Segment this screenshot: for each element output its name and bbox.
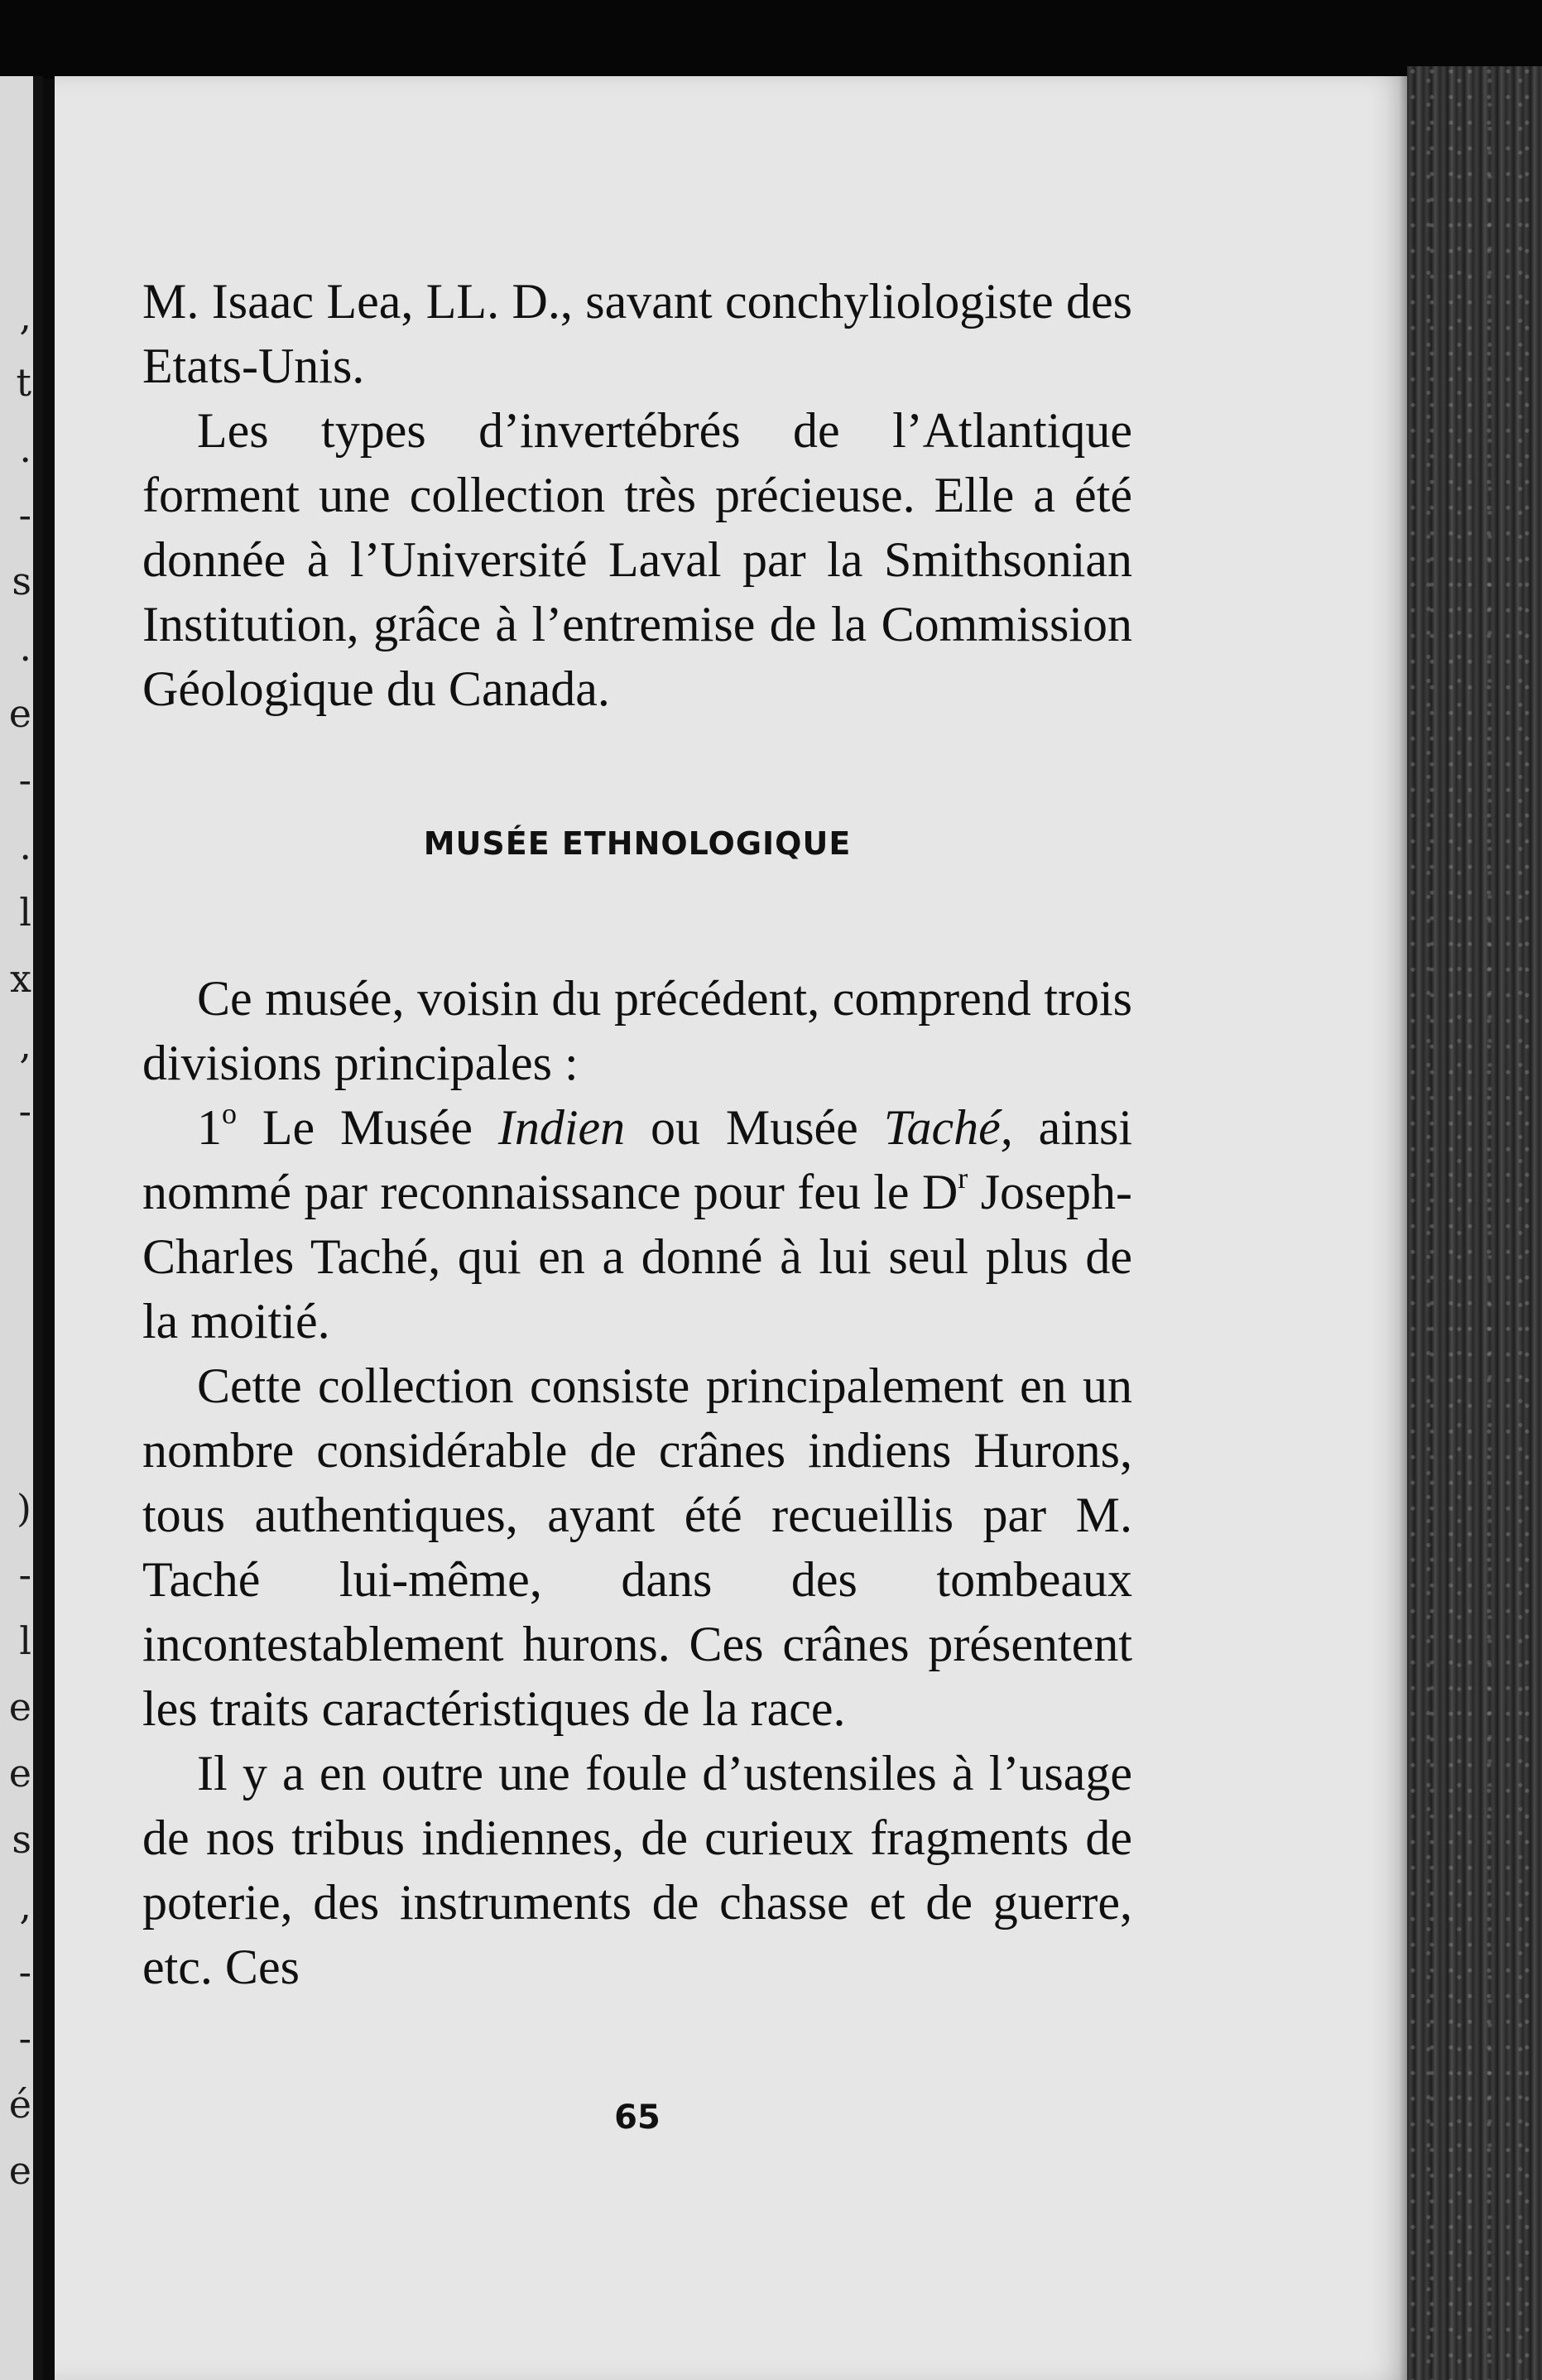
previous-page-glyph: - <box>18 2016 31 2060</box>
previous-page-glyph: e <box>8 691 31 736</box>
ordinal-mark: o <box>222 1096 237 1130</box>
division-one-paragraph <box>142 1095 1132 1353</box>
previous-page-glyph: . <box>19 625 31 670</box>
previous-page-glyph: - <box>18 1089 31 1133</box>
page-number: 65 <box>614 2099 661 2137</box>
previous-page-glyph <box>0 1343 33 1409</box>
previous-page-glyph: l <box>19 890 31 935</box>
previous-page-glyph: - <box>18 1950 31 1994</box>
types-paragraph: Les types d’invertébrés de l’Atlantique forment une collection très précieuse. Elle a été donnée à l’Université Laval par la Smithsonian Institution, grâce à l’entremise de la Commission Géologique du Canada. <box>142 403 1132 716</box>
division-text-c: ainsi nommé par reconnaissance pour feu le D <box>142 1100 1132 1219</box>
previous-page-glyph: ) <box>17 1486 31 1531</box>
previous-page-glyph: e <box>8 2148 31 2193</box>
previous-page-glyph <box>0 1210 33 1277</box>
collection-paragraph: Cette collection consiste principalement en un nombre considérable de crânes indiens Hurons, tous authentiques, ayant été recueillis par M. Taché lui-même, dans des tombeaux incontestablement hurons. Ces crânes présentent les traits caractéristiques de la race. <box>142 1358 1132 1736</box>
previous-page-line-ends <box>0 283 33 2204</box>
previous-page-glyph: t <box>16 360 31 405</box>
previous-page-glyph: x <box>10 956 31 1001</box>
division-number: 1 <box>197 1100 222 1155</box>
previous-page-glyph: l <box>19 1618 31 1663</box>
previous-page-glyph: é <box>8 2082 31 2127</box>
division-text-d: Joseph-Charles Taché, qui en a donné à lui seul plus de la moitié. <box>142 1165 1132 1349</box>
film-top-border <box>0 0 1542 79</box>
previous-page-glyph <box>0 1144 33 1210</box>
previous-page-glyph: s <box>12 1817 31 1862</box>
page-text-block <box>142 269 1132 1999</box>
previous-page-glyph: - <box>18 757 31 802</box>
italic-tache: Taché, <box>883 1100 1013 1155</box>
previous-page-glyph: e <box>8 1685 31 1729</box>
musee-intro-paragraph: Ce musée, voisin du précédent, comprend trois divisions principales : <box>142 971 1132 1090</box>
previous-page-glyph: , <box>19 1883 31 1928</box>
previous-page-glyph <box>0 1277 33 1343</box>
division-text-a: Le Musée <box>237 1100 498 1155</box>
previous-page-glyph: - <box>18 1552 31 1597</box>
fore-edge-texture <box>1407 66 1542 2380</box>
previous-page-glyph: , <box>19 1022 31 1067</box>
previous-page-glyph: . <box>19 824 31 868</box>
previous-page-sliver <box>0 76 43 2380</box>
previous-page-glyph: , <box>19 294 31 339</box>
previous-page-glyph: s <box>12 559 31 603</box>
previous-page-glyph: . <box>19 426 31 471</box>
previous-page-glyph: - <box>18 493 31 537</box>
gutter-shadow <box>33 76 43 2380</box>
doctor-superscript: r <box>958 1161 968 1195</box>
book-fore-edge <box>1407 66 1542 2380</box>
previous-page-glyph <box>0 1409 33 1475</box>
italic-indien: Indien <box>497 1100 626 1155</box>
ustensiles-paragraph: Il y a en outre une foule d’ustensiles à l’usage de nos tribus indiennes, de curieux fragments de poterie, des instruments de chasse et de guerre, etc. Ces <box>142 1746 1132 1994</box>
section-heading: MUSÉE ETHNOLOGIQUE <box>423 825 852 862</box>
division-text-b: ou Musée <box>625 1100 884 1155</box>
previous-page-glyph: e <box>8 1751 31 1796</box>
continuation-paragraph: M. Isaac Lea, LL. D., savant conchyliologiste des Etats-Unis. <box>142 274 1132 393</box>
